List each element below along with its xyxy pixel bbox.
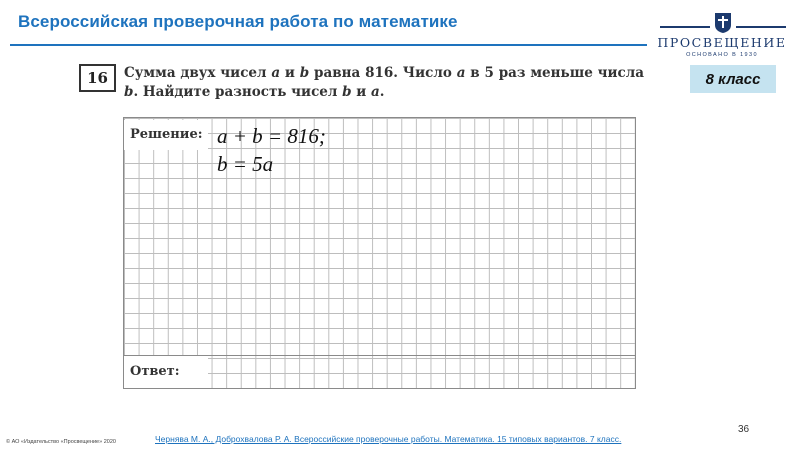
copyright-notice: © АО «Издательство «Просвещение» 2020 <box>6 439 116 445</box>
task-var-a: a <box>271 65 281 81</box>
answer-label: Ответ: <box>130 364 180 379</box>
handwritten-line-1: a + b = 816; <box>217 124 326 148</box>
task-var-b: b <box>124 84 134 100</box>
logo-brand: ПРОСВЕЩЕНИЕ <box>657 35 787 50</box>
task-text-part: равна 816. Число <box>309 65 457 81</box>
logo-emblem-icon <box>714 12 732 34</box>
task-var-a: a <box>456 65 466 81</box>
task-text-part: и <box>351 84 371 100</box>
task-var-b: b <box>342 84 352 100</box>
logo-line-left <box>660 26 710 28</box>
task-var-b: b <box>299 65 310 81</box>
logo-line-right <box>736 26 786 28</box>
task-text-part: . Найдите разность чисел <box>133 84 343 100</box>
solution-grid[interactable] <box>123 117 636 389</box>
task-text-part: Сумма двух чисел <box>124 65 272 81</box>
logo-since: ОСНОВАНО В 1930 <box>686 52 758 58</box>
task-text-part: в 5 раз меньше числа <box>465 65 644 81</box>
task-statement <box>124 64 644 102</box>
slide-title: Всероссийская проверочная работа по математике <box>18 12 458 31</box>
grade-badge: 8 класс <box>690 65 776 93</box>
page-number: 36 <box>738 424 750 435</box>
solution-label: Решение: <box>130 127 203 142</box>
handwritten-line-2: b = 5a <box>217 152 274 176</box>
task-var-a: a <box>370 84 380 100</box>
title-divider <box>10 44 647 46</box>
source-reference-link[interactable]: Чернява М. А., Доброхвалова Р. А. Всероссийские проверочные работы. Математика. 15 типовых вариантов. 7 класс. <box>155 434 622 444</box>
publisher-logo <box>652 8 792 62</box>
task-number: 16 <box>79 64 116 92</box>
task-text-part: . <box>379 84 385 100</box>
task-text-part: и <box>280 65 300 81</box>
